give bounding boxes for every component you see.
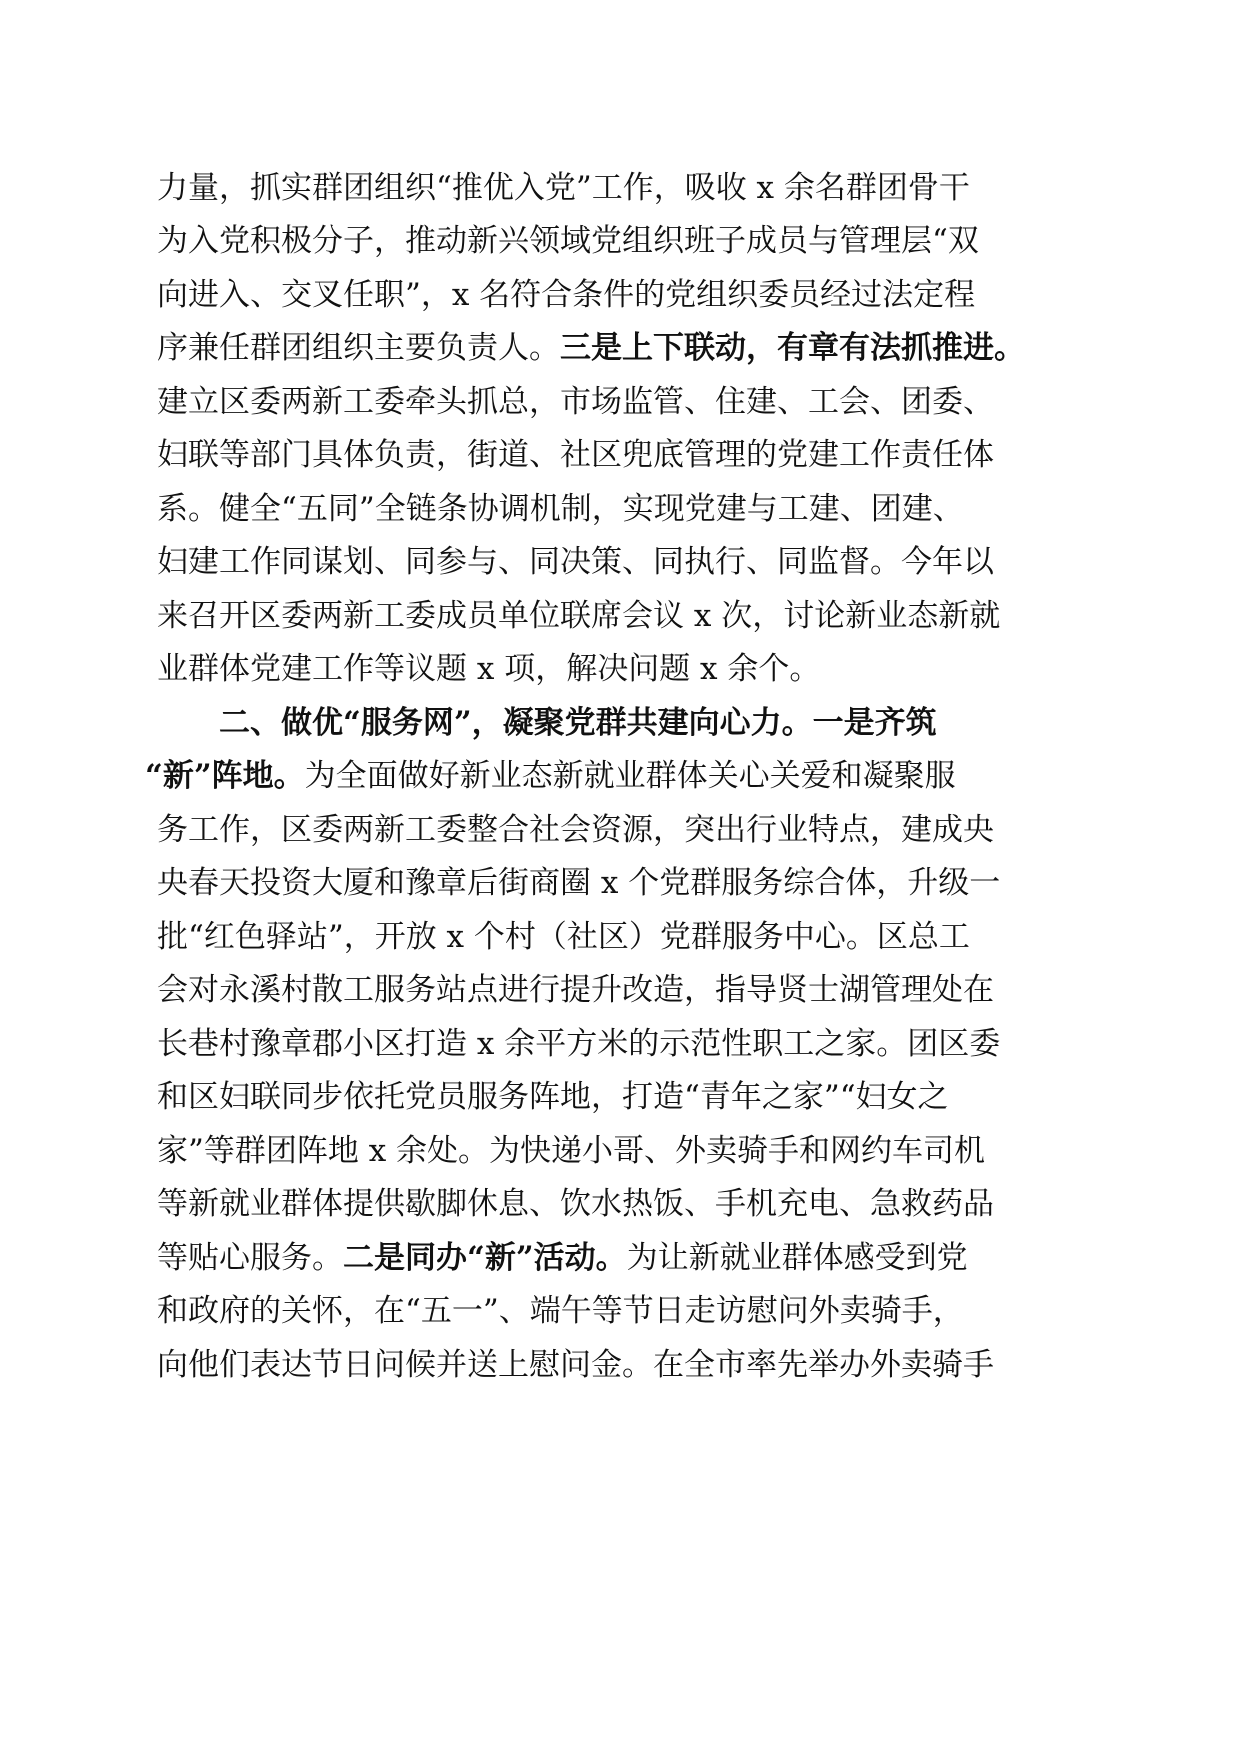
- text-line: 序兼任群团组织主要负责人。三是上下联动，有章有法抓推进。: [157, 330, 1025, 366]
- text-line: 业群体党建工作等议题 x 项，解决问题 x 余个。: [157, 651, 821, 687]
- text-line: 会对永溪村散工服务站点进行提升改造，指导贤士湖管理处在: [157, 972, 994, 1008]
- text-line: 系。健全“五同”全链条协调机制，实现党建与工建、团建、: [157, 491, 964, 527]
- text-line: 妇联等部门具体负责，街道、社区兜底管理的党建工作责任体: [157, 437, 994, 473]
- text-line: 和政府的关怀，在“五一”、端午等节日走访慰问外卖骑手，: [157, 1293, 964, 1329]
- text-line: 务工作，区委两新工委整合社会资源，突出行业特点，建成央: [157, 812, 994, 848]
- section-heading: 二、做优“服务网”，凝聚党群共建向心力。一是齐筑: [219, 705, 937, 741]
- text-line: 央春天投资大厦和豫章后街商圈 x 个党群服务综合体，升级一: [157, 865, 1001, 901]
- bold-heading: 二是同办“新”活动。: [343, 1240, 627, 1276]
- text-line: 长巷村豫章郡小区打造 x 余平方米的示范性职工之家。团区委: [157, 1026, 1001, 1062]
- text-line: 等新就业群体提供歇脚休息、饮水热饭、手机充电、急救药品: [157, 1186, 994, 1222]
- text-line: 来召开区委两新工委成员单位联席会议 x 次，讨论新业态新就: [157, 598, 1001, 634]
- text-line: 向他们表达节日问候并送上慰问金。在全市率先举办外卖骑手: [157, 1347, 994, 1383]
- text-line: 和区妇联同步依托党员服务阵地，打造“青年之家”“妇女之: [157, 1079, 949, 1115]
- text-line: 家”等群团阵地 x 余处。为快递小哥、外卖骑手和网约车司机: [157, 1133, 986, 1169]
- text-line: 批“红色驿站”，开放 x 个村（社区）党群服务中心。区总工: [157, 919, 970, 955]
- text-line: 力量，抓实群团组织“推优入党”工作，吸收 x 余名群团骨干: [157, 170, 970, 206]
- text-line: “新”阵地。为全面做好新业态新就业群体关心关爱和凝聚服: [145, 758, 956, 794]
- text-line: 为入党积极分子，推动新兴领域党组织班子成员与管理层“双: [157, 223, 979, 259]
- text-line: 向进入、交叉任职”，x 名符合条件的党组织委员经过法定程: [157, 277, 976, 313]
- text-line: 妇建工作同谋划、同参与、同决策、同执行、同监督。今年以: [157, 544, 994, 580]
- bold-heading: 三是上下联动，有章有法抓推进。: [560, 330, 1025, 366]
- text-line: 等贴心服务。二是同办“新”活动。为让新就业群体感受到党: [157, 1240, 968, 1276]
- text-line: 建立区委两新工委牵头抓总，市场监管、住建、工会、团委、: [157, 384, 994, 420]
